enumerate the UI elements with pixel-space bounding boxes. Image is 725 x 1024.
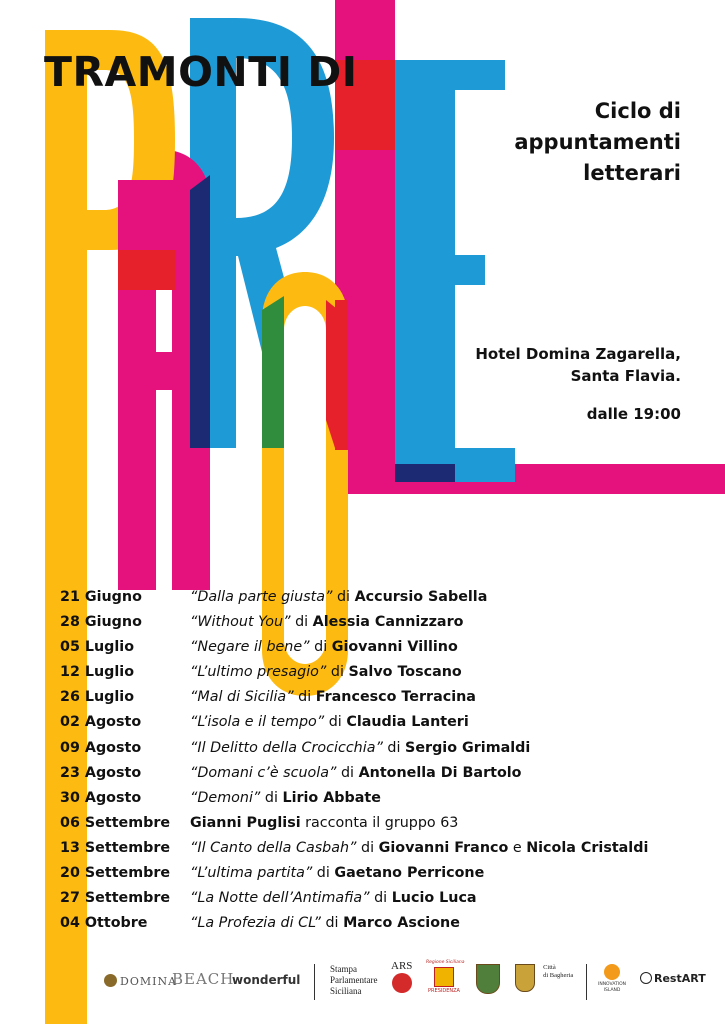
event-title: TRAMONTI DI <box>44 48 358 96</box>
author-name: Francesco Terracina <box>315 689 476 706</box>
event-description <box>190 585 487 610</box>
event-description <box>190 911 460 936</box>
event-description <box>190 836 648 861</box>
ars-emblem-icon <box>392 973 412 993</box>
author-name: Giovanni Franco <box>378 839 509 856</box>
subtitle-line: appuntamenti <box>514 130 681 154</box>
book-title: “Without You” <box>190 614 291 631</box>
schedule-row <box>60 811 720 836</box>
event-description <box>190 811 458 836</box>
author-name: Gaetano Perricone <box>334 865 485 882</box>
connector-text: di <box>312 865 335 882</box>
book-title: “Demoni” <box>190 789 261 806</box>
event-description <box>190 786 381 811</box>
author-name: Sergio Grimaldi <box>405 739 531 756</box>
connector-text: di <box>336 764 359 781</box>
schedule-row <box>60 635 720 660</box>
play-icon <box>640 972 652 984</box>
restart-logo: RestART <box>640 972 706 985</box>
book-title: “L’ultimo presagio” <box>190 664 327 681</box>
schedule-row <box>60 585 720 610</box>
event-description <box>190 710 469 735</box>
event-date: 27 Settembre <box>60 890 171 907</box>
connector-text: di <box>332 589 355 605</box>
schedule-list <box>60 585 720 936</box>
event-description <box>190 610 463 635</box>
regione-siciliana-logo: Regione Siciliana PRESIDENZA <box>426 960 465 994</box>
innovation-icon <box>604 964 620 980</box>
event-description <box>190 886 477 911</box>
event-date: 26 Luglio <box>60 689 135 706</box>
innovation-island-logo: INNOVATION ISLAND <box>598 964 626 994</box>
author-name: Gianni Puglisi <box>190 814 301 831</box>
event-date: 23 Agosto <box>60 764 142 781</box>
crest-logo <box>476 964 500 994</box>
event-date: 13 Settembre <box>60 839 171 856</box>
event-date: 04 Ottobre <box>60 915 148 932</box>
event-date: 02 Agosto <box>60 714 142 731</box>
book-title: “L’isola e il tempo” <box>190 714 325 731</box>
connector-text: e <box>508 839 527 856</box>
event-date: 21 Giugno <box>60 589 142 605</box>
connector-text: di <box>293 689 316 706</box>
domina-icon <box>104 974 117 987</box>
author-name: Salvo Toscano <box>348 664 462 681</box>
subtitle-line: letterari <box>583 161 681 185</box>
event-date: 09 Agosto <box>60 739 142 756</box>
event-subtitle <box>514 96 681 189</box>
event-description <box>190 660 462 685</box>
subtitle-line: Ciclo di <box>594 99 681 123</box>
schedule-row <box>60 836 720 861</box>
author-name: Alessia Cannizzaro <box>312 614 464 631</box>
event-date: 28 Giugno <box>60 614 142 631</box>
stampa-parlamentare-logo: Stampa Parlamentare Siciliana <box>330 964 378 996</box>
schedule-row <box>60 710 720 735</box>
schedule-row <box>60 736 720 761</box>
connector-text: di <box>309 639 332 656</box>
book-title: “Negare il bene” <box>190 639 310 656</box>
ars-logo: ARS <box>391 960 412 993</box>
schedule-row <box>60 685 720 710</box>
author-name: Lucio Luca <box>391 890 477 907</box>
schedule-row <box>60 786 720 811</box>
book-title: “Il Delitto della Crocicchia” <box>190 739 383 756</box>
author-name: Giovanni Villino <box>331 639 458 656</box>
book-title: “Il Canto della Casbah” <box>190 839 357 856</box>
sponsor-bar <box>98 960 706 1006</box>
event-description <box>190 736 530 761</box>
schedule-row <box>60 660 720 685</box>
crest-icon <box>476 964 500 994</box>
author-name: Lirio Abbate <box>282 789 381 806</box>
author-name: Antonella Di Bartolo <box>358 764 522 781</box>
event-date: 30 Agosto <box>60 789 142 806</box>
connector-text: di <box>290 614 313 631</box>
event-note: racconta il gruppo 63 <box>300 814 459 831</box>
connector-text: di <box>356 839 379 856</box>
book-title: “Domani c’è scuola” <box>190 764 337 781</box>
domina-logo: DOMINA <box>104 974 177 988</box>
sponsor-divider <box>314 964 315 1000</box>
sponsor-divider <box>586 964 587 1000</box>
schedule-row <box>60 861 720 886</box>
event-date: 06 Settembre <box>60 814 171 831</box>
event-description <box>190 861 484 886</box>
event-time: dalle 19:00 <box>586 405 681 423</box>
beach-logo: BEACH <box>172 970 235 988</box>
schedule-row <box>60 911 720 936</box>
connector-text: di <box>324 714 347 731</box>
author-name: Claudia Lanteri <box>346 714 469 731</box>
event-venue <box>475 343 681 425</box>
event-description <box>190 685 476 710</box>
author-name: Accursio Sabella <box>354 589 488 605</box>
book-title: “Mal di Sicilia” <box>190 689 294 706</box>
schedule-row <box>60 886 720 911</box>
event-date: 20 Settembre <box>60 865 171 882</box>
citta-di-bagheria-logo: Città di Bagheria <box>515 964 573 992</box>
book-title: “Dalla parte giusta” <box>190 589 333 605</box>
event-description <box>190 635 458 660</box>
venue-line: Hotel Domina Zagarella, <box>475 345 681 363</box>
connector-text: di <box>326 664 349 681</box>
schedule-row <box>60 761 720 786</box>
book-title: “La Profezia di CL” <box>190 915 321 932</box>
schedule-row <box>60 610 720 635</box>
event-date: 12 Luglio <box>60 664 135 681</box>
book-title: “La Notte dell’Antimafia” <box>190 890 370 907</box>
bagheria-crest-icon <box>515 964 535 992</box>
author-name: Marco Ascione <box>343 915 460 932</box>
connector-text: di <box>260 789 283 806</box>
trinacria-icon <box>434 967 454 987</box>
author-name: Nicola Cristaldi <box>526 839 649 856</box>
connector-text: di <box>382 739 406 756</box>
wonderful-logo: wonderful <box>232 973 301 987</box>
event-date: 05 Luglio <box>60 639 135 656</box>
book-title: “L’ultima partita” <box>190 865 313 882</box>
venue-line: Santa Flavia. <box>570 367 681 385</box>
event-description <box>190 761 522 786</box>
connector-text: di <box>320 915 344 932</box>
connector-text: di <box>369 890 392 907</box>
